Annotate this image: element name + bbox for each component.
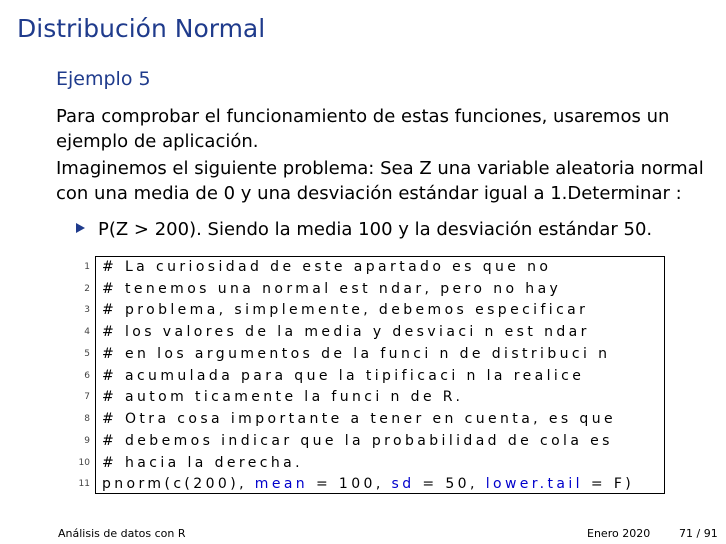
code-text: # problema, simplemente, debemos especificar	[102, 302, 589, 318]
line-number: 5	[84, 349, 90, 359]
footer-title: Análisis de datos con R	[58, 527, 186, 540]
line-number: 6	[84, 371, 90, 381]
line-number: 10	[78, 458, 90, 468]
code-text: # Otra cosa importante a tener en cuenta, es que	[102, 411, 617, 427]
footer-date: Enero 2020	[587, 527, 651, 540]
bullet-item	[76, 219, 652, 240]
paragraph-intro-line-2: ejemplo de aplicación.	[56, 131, 259, 152]
paragraph-problem	[56, 156, 704, 206]
line-number: 1	[84, 262, 90, 272]
code-text: # La curiosidad de este apartado es que no	[102, 259, 552, 275]
code-keyword-lower-tail: lower.tail	[485, 476, 583, 492]
code-text: # acumulada para que la tipificaci n la realice	[102, 368, 585, 384]
footer-page-number: 71 / 91	[679, 527, 718, 540]
line-number: 9	[84, 436, 90, 446]
bullet-triangle-icon	[76, 223, 85, 233]
example-title: Ejemplo 5	[56, 68, 151, 90]
code-text	[102, 473, 634, 495]
code-token: = 50,	[414, 476, 486, 492]
line-number: 4	[84, 327, 90, 337]
frame-title: Distribución Normal	[17, 14, 266, 43]
code-text: # autom ticamente la funci n de R.	[102, 389, 464, 405]
code-token: pnorm(c(200),	[102, 476, 255, 492]
paragraph-problem-line-2: con una media de 0 y una desviación estándar igual a 1.Determinar :	[56, 183, 682, 204]
line-number: 11	[78, 479, 90, 489]
code-text: # hacia la derecha.	[102, 455, 303, 471]
paragraph-intro-line-1: Para comprobar el funcionamiento de estas funciones, usaremos un	[56, 106, 670, 127]
code-keyword-mean: mean	[254, 476, 309, 492]
code-text: # en los argumentos de la funci n de distribuci n	[102, 346, 611, 362]
code-keyword-sd: sd	[391, 476, 415, 492]
code-token: = F)	[582, 476, 635, 492]
code-token: = 100,	[308, 476, 392, 492]
line-number: 3	[84, 305, 90, 315]
line-number: 7	[84, 392, 90, 402]
bullet-text: P(Z > 200). Siendo la media 100 y la desviación estándar 50.	[98, 219, 653, 240]
code-text: # tenemos una normal est ndar, pero no hay	[102, 281, 562, 297]
code-text: # debemos indicar que la probabilidad de cola es	[102, 433, 613, 449]
line-number: 2	[84, 284, 90, 294]
paragraph-intro	[56, 104, 669, 154]
paragraph-problem-line-1: Imaginemos el siguiente problema: Sea Z una variable aleatoria normal	[56, 158, 704, 179]
line-number: 8	[84, 414, 90, 424]
code-text: # los valores de la media y desviaci n est ndar	[102, 324, 590, 340]
